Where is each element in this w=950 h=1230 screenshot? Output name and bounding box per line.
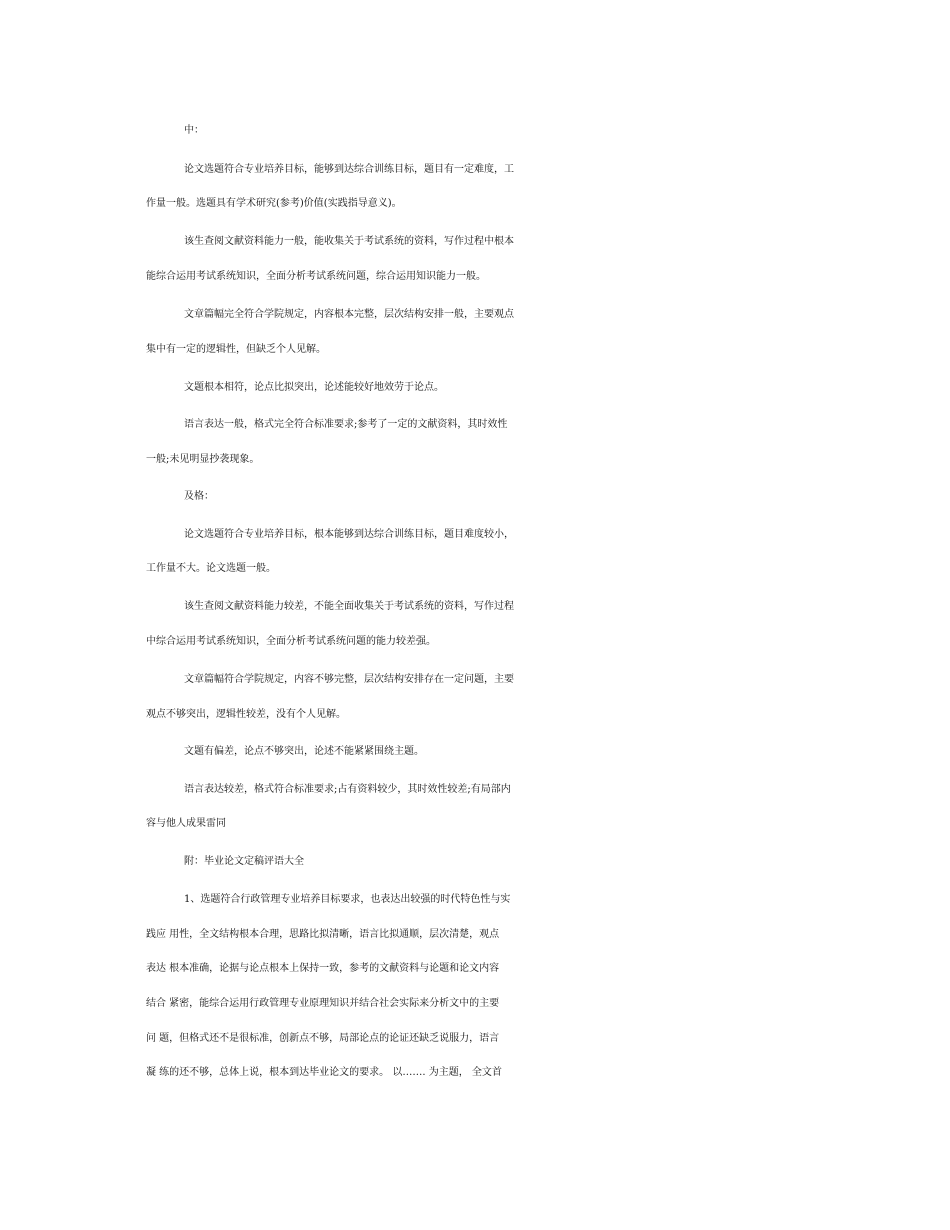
- paragraph-line: 语言表达一般，格式完全符合标准要求;参考了一定的文献资料，其时效性: [184, 419, 508, 430]
- heading-grade-pass: 及格：: [184, 491, 214, 502]
- paragraph-line: 文章篇幅完全符合学院规定，内容根本完整，层次结构安排一般，主要观点: [184, 309, 514, 320]
- paragraph-line: 文题根本相符，论点比拟突出，论述能较好地效劳于论点。: [184, 382, 444, 393]
- paragraph-line: 凝 练的还不够，总体上说，根本到达毕业论文的要求。 以……. 为主题， 全文首: [146, 1067, 502, 1078]
- paragraph-line: 容与他人成果雷同: [146, 818, 226, 829]
- paragraph-line: 论文选题符合专业培养目标，根本能够到达综合训练目标，题目难度较小，: [184, 529, 514, 540]
- paragraph-line: 工作量不大。论文选题一般。: [146, 563, 276, 574]
- paragraph-line: 能综合运用考试系统知识，全面分析考试系统问题，综合运用知识能力一般。: [146, 271, 486, 282]
- paragraph-line: 作量一般。选题具有学术研究(参考)价值(实践指导意义)。: [146, 198, 402, 209]
- paragraph-line: 集中有一定的逻辑性，但缺乏个人见解。: [146, 344, 326, 355]
- paragraph-line: 文章篇幅符合学院规定，内容不够完整，层次结构安排存在一定问题，主要: [184, 674, 514, 685]
- paragraph-line: 结合 紧密，能综合运用行政管理专业原理知识并结合社会实际来分析文中的主要: [146, 998, 500, 1009]
- paragraph-line: 表达 根本准确，论据与论点根本上保持一致，参考的文献资料与论题和论文内容: [146, 963, 500, 974]
- heading-appendix: 附：毕业论文定稿评语大全: [184, 856, 304, 867]
- paragraph-line: 中综合运用考试系统知识，全面分析考试系统问题的能力较差强。: [146, 636, 436, 647]
- paragraph-line: 问 题，但格式还不是很标准，创新点不够，局部论点的论证还缺乏说服力，语言: [146, 1033, 500, 1044]
- paragraph-line: 观点不够突出，逻辑性较差，没有个人见解。: [146, 709, 346, 720]
- paragraph-line: 践应 用性，全文结构根本合理，思路比拟清晰，语言比拟通顺，层次清楚，观点: [146, 929, 500, 940]
- paragraph-line: 文题有偏差，论点不够突出，论述不能紧紧围绕主题。: [184, 746, 424, 757]
- paragraph-line: 该生查阅文献资料能力较差，不能全面收集关于考试系统的资料，写作过程: [184, 601, 514, 612]
- heading-grade-medium: 中：: [184, 125, 204, 136]
- paragraph-line: 论文选题符合专业培养目标，能够到达综合训练目标，题目有一定难度，工: [184, 164, 514, 175]
- paragraph-line: 一般;未见明显抄袭现象。: [146, 454, 260, 465]
- paragraph-line: 该生查阅文献资料能力一般，能收集关于考试系统的资料，写作过程中根本: [184, 236, 514, 247]
- paragraph-line: 1、选题符合行政管理专业培养目标要求，也表达出较强的时代特色性与实: [184, 894, 511, 905]
- paragraph-line: 语言表达较差，格式符合标准要求;占有资料较少，其时效性较差;有局部内: [184, 784, 511, 795]
